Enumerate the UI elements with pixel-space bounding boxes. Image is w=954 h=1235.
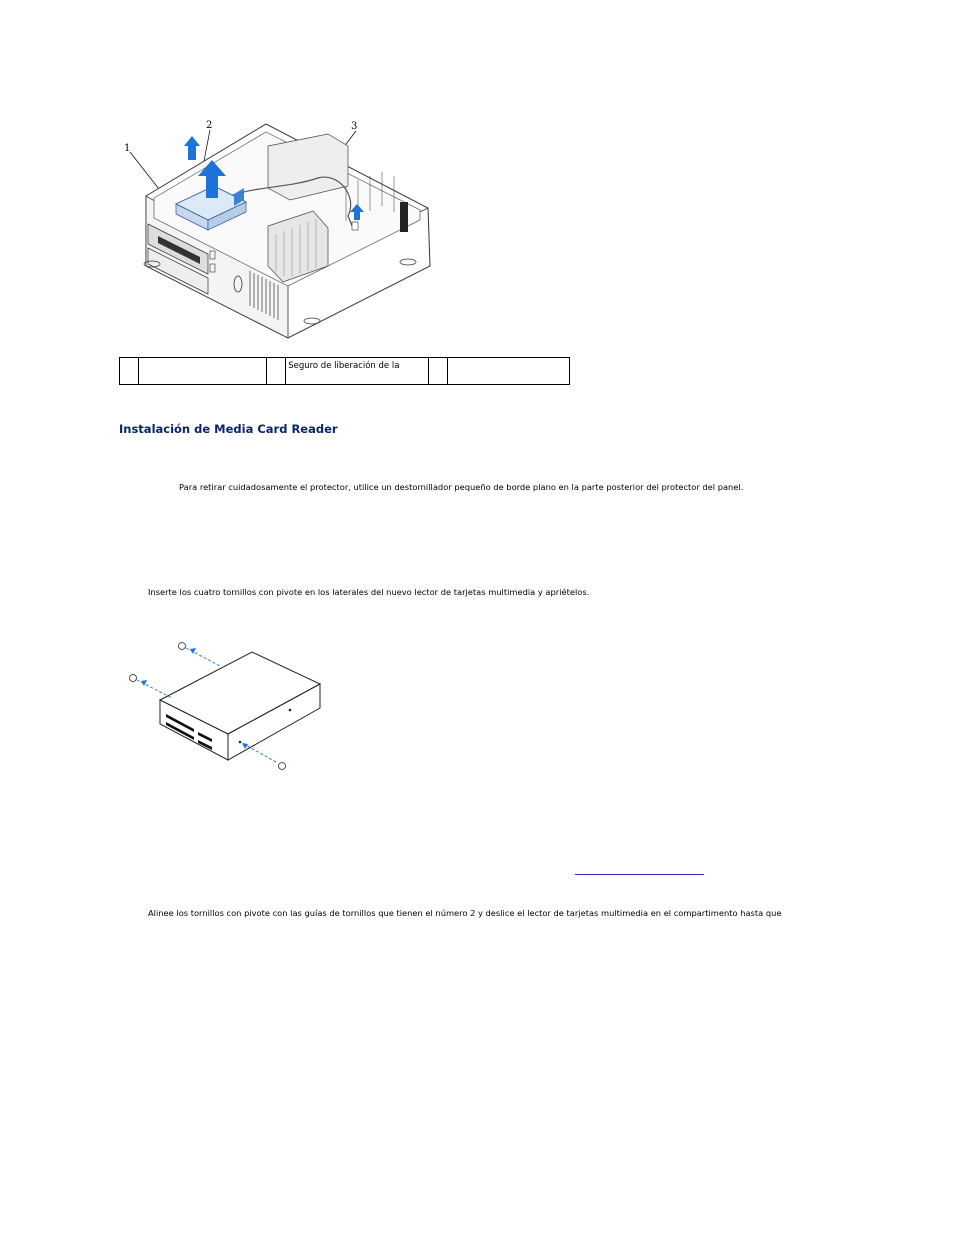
legend-number-cell (120, 358, 139, 385)
instruction-paragraph: Alinee los tornillos con pivote con las guías de tornillos que tienen el número 2 y deslice el lector de tarjetas multimedia en el compartimento hasta que (148, 908, 782, 918)
figure-legend-table (119, 357, 570, 385)
legend-number-cell (428, 358, 447, 385)
legend-text-cell (447, 358, 569, 385)
callout-3: 3 (351, 121, 358, 132)
legend-text-cell (138, 358, 266, 385)
callout-2: 2 (206, 120, 213, 131)
instruction-paragraph: Para retirar cuidadosamente el protector, utilice un destornillador pequeño de borde plano en la parte posterior del protector del panel. (179, 482, 744, 492)
callout-1: 1 (124, 143, 131, 154)
instruction-paragraph: Inserte los cuatro tornillos con pivote en los laterales del nuevo lector de tarjetas multimedia y apriételos. (148, 587, 590, 597)
legend-text-cell: Seguro de liberación de la (286, 358, 428, 385)
section-heading: Instalación de Media Card Reader (119, 422, 338, 436)
media-card-reader-figure (124, 636, 324, 774)
legend-number-cell (267, 358, 286, 385)
computer-chassis-figure (118, 116, 438, 346)
cross-reference-link[interactable] (575, 874, 704, 875)
